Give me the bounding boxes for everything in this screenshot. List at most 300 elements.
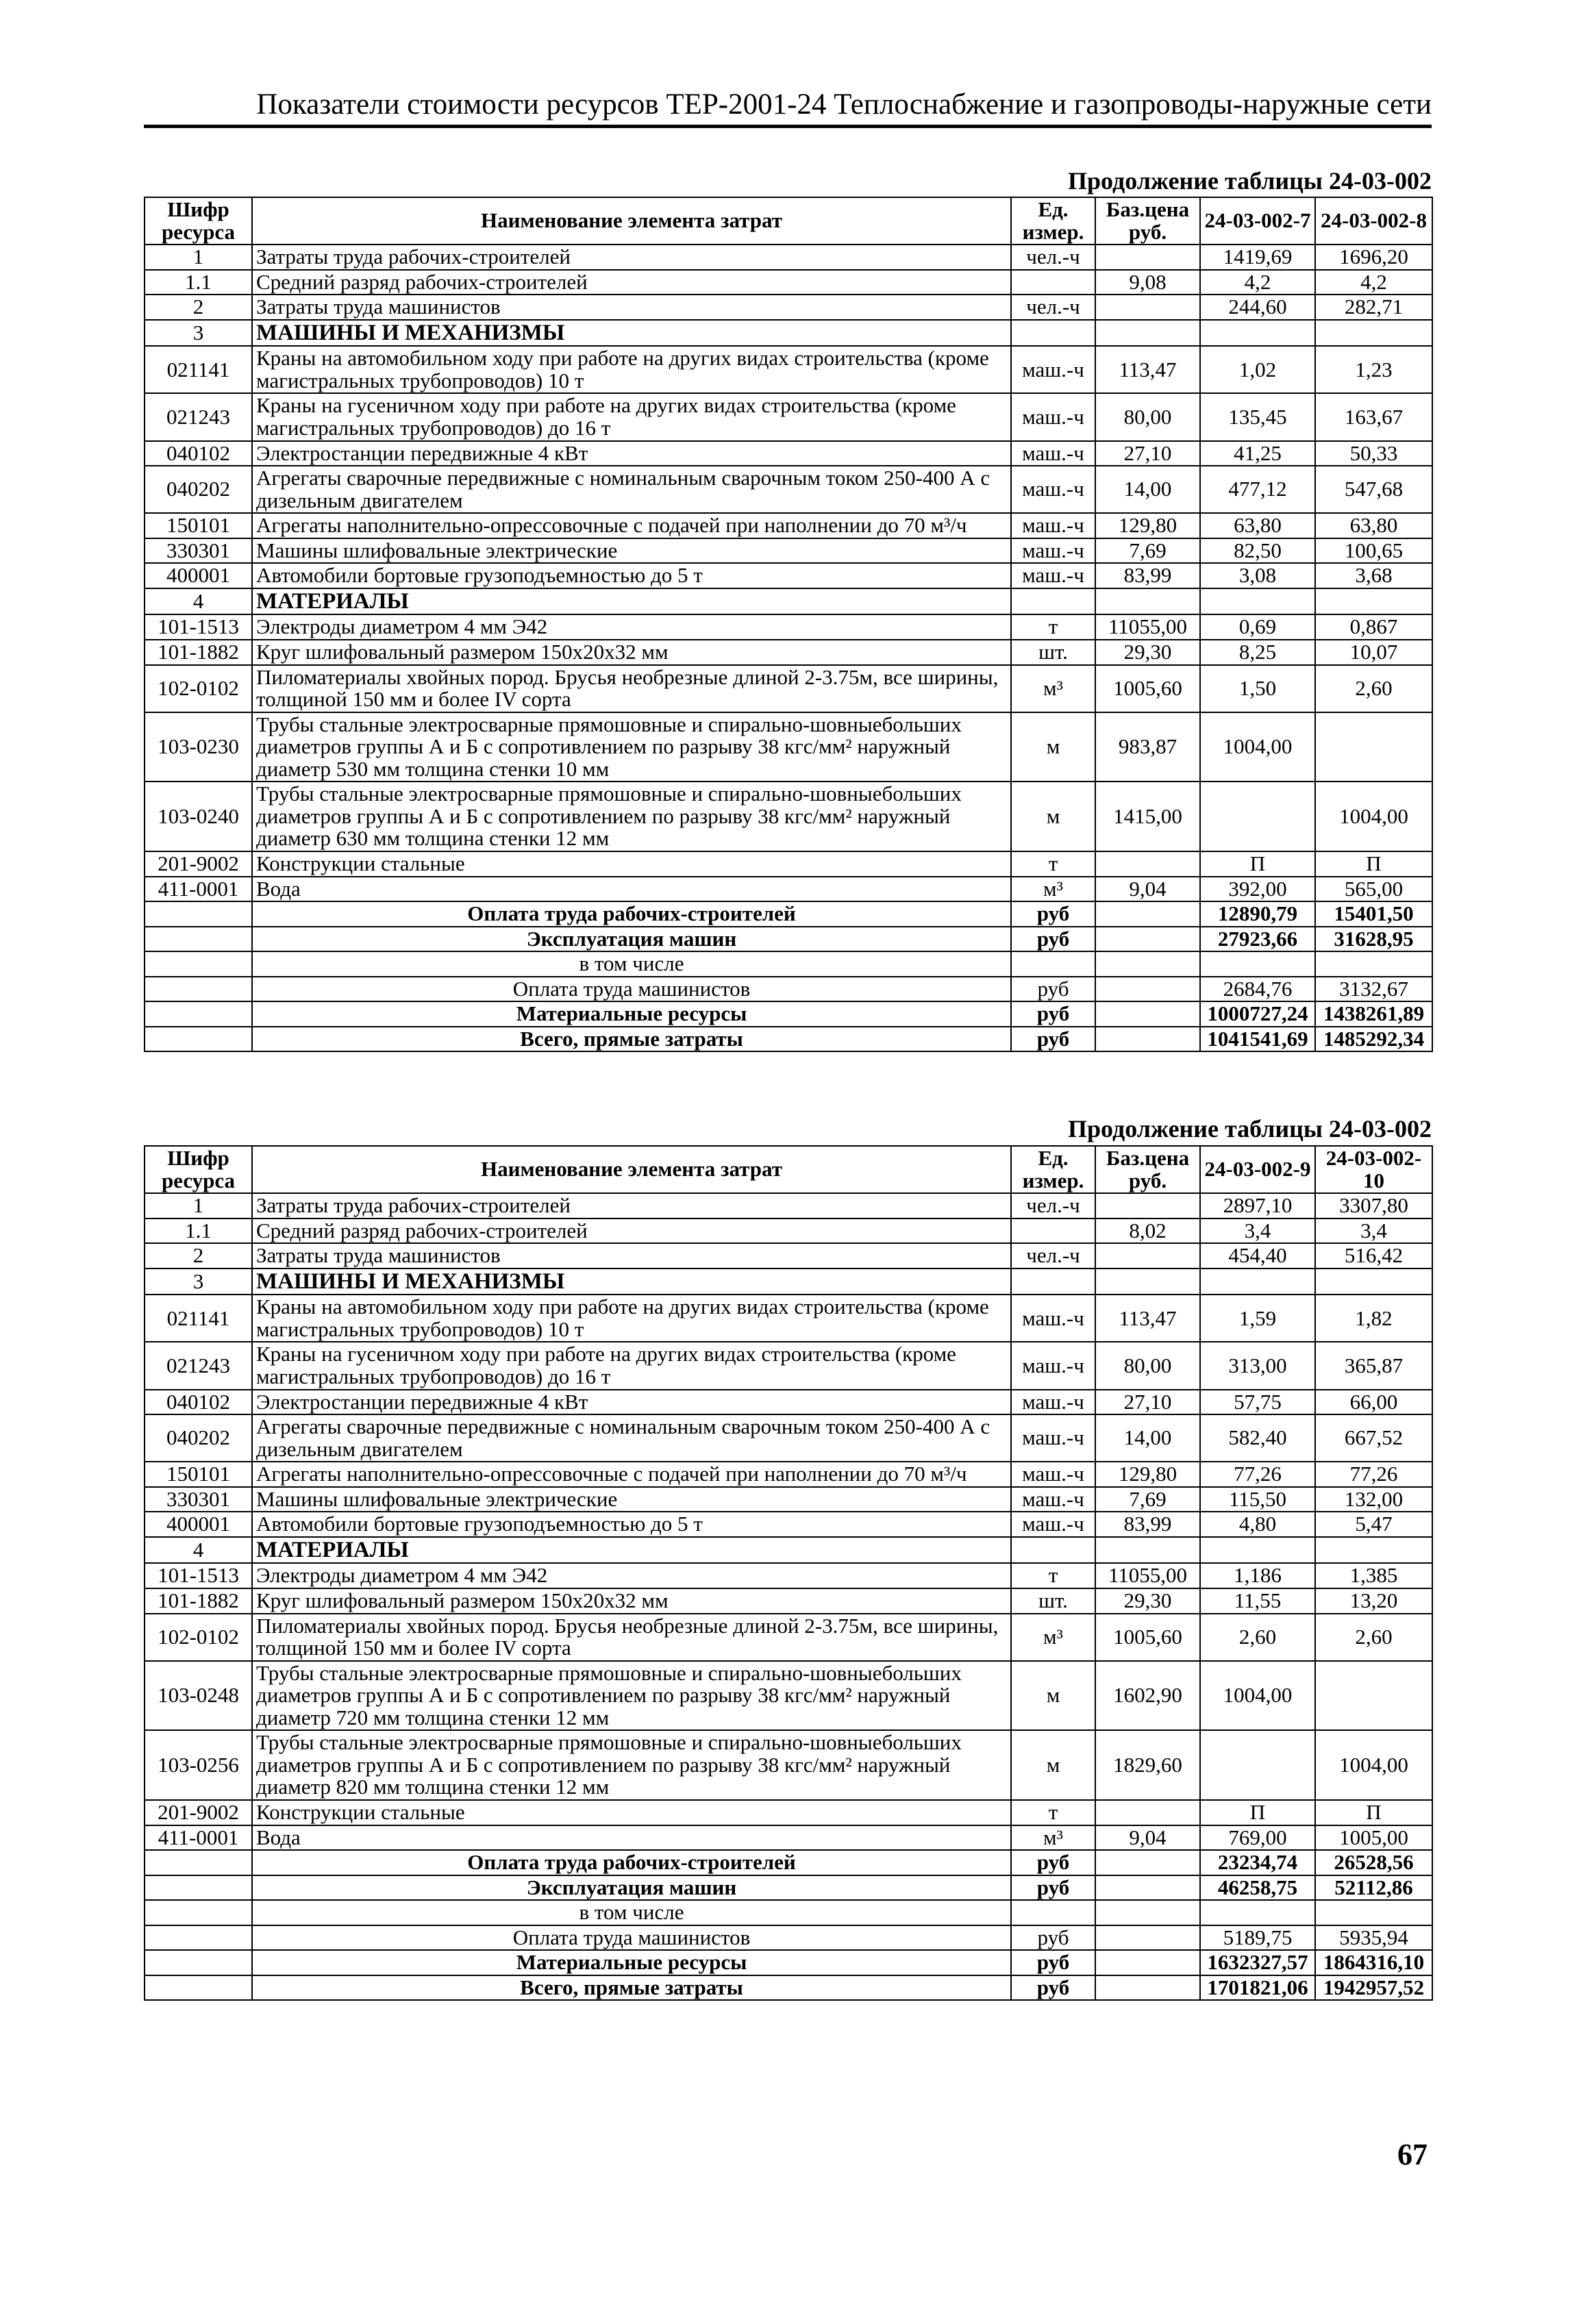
summary-code-empty [145, 977, 252, 1002]
cost-element-name: Круг шлифовальный размером 150х20х32 мм [252, 640, 1011, 665]
summary-value-2: 1485292,34 [1315, 1027, 1432, 1052]
unit-cell: маш.-ч [1011, 538, 1095, 564]
resource-row [145, 877, 1432, 902]
base-price-cell [1095, 588, 1200, 615]
summary-base-empty [1095, 1900, 1200, 1925]
base-price-cell: 29,30 [1095, 640, 1200, 665]
norm-value-2: 163,67 [1315, 393, 1432, 440]
cost-element-name: Средний разряд рабочих-строителей [252, 1219, 1011, 1244]
cost-element-name: Машины шлифовальные электрические [252, 1487, 1011, 1512]
cost-element-name: Вода [252, 1825, 1011, 1851]
cost-element-name: Электроды диаметром 4 мм Э42 [252, 1563, 1011, 1588]
norm-value-1: 82,50 [1200, 538, 1315, 564]
unit-cell: маш.-ч [1011, 1295, 1095, 1342]
base-price-cell: 1005,60 [1095, 665, 1200, 712]
resource-code: 021243 [145, 393, 252, 440]
resource-code: 103-0230 [145, 712, 252, 782]
unit-cell [1011, 1269, 1095, 1295]
resource-code: 2 [145, 295, 252, 320]
table-header-row [145, 197, 1432, 245]
resource-row [145, 1487, 1432, 1512]
unit-cell: чел.-ч [1011, 1193, 1095, 1219]
summary-code-empty [145, 1975, 252, 2001]
norm-value-1: П [1200, 1800, 1315, 1825]
page-number: 67 [1397, 2138, 1428, 2171]
unit-cell: т [1011, 1563, 1095, 1588]
summary-base-empty [1095, 927, 1200, 952]
summary-label: Оплата труда машинистов [252, 1925, 1011, 1951]
unit-cell: маш.-ч [1011, 1414, 1095, 1462]
norm-value-2: 0,867 [1315, 614, 1432, 640]
summary-label: Эксплуатация машин [252, 927, 1011, 952]
norm-value-2: 565,00 [1315, 877, 1432, 902]
base-price-cell [1095, 1243, 1200, 1269]
norm-value-1 [1200, 1730, 1315, 1800]
resource-code: 3 [145, 1269, 252, 1295]
resource-code: 101-1882 [145, 640, 252, 665]
unit-cell: маш.-ч [1011, 563, 1095, 588]
resource-code: 411-0001 [145, 877, 252, 902]
unit-cell: м [1011, 712, 1095, 782]
base-price-cell: 113,47 [1095, 1295, 1200, 1342]
resource-code: 102-0102 [145, 1614, 252, 1661]
norm-value-2 [1315, 712, 1432, 782]
resource-code: 040202 [145, 1414, 252, 1462]
summary-value-1: 1632327,57 [1200, 1950, 1315, 1975]
resource-code: 201-9002 [145, 1800, 252, 1825]
resource-row [145, 640, 1432, 665]
base-price-cell: 27,10 [1095, 441, 1200, 466]
base-price-cell: 983,87 [1095, 712, 1200, 782]
summary-row [145, 901, 1432, 927]
cost-element-name: Трубы стальные электросварные прямошовные и спирально-шовныебольших диаметров группы А и Б с сопротивлением по разрыву 38 кгс/мм² наружный диаметр 720 мм толщина стенки 12 мм [252, 1661, 1011, 1731]
header-rule [144, 125, 1432, 128]
summary-unit: руб [1011, 1975, 1095, 2001]
norm-value-1: 4,80 [1200, 1512, 1315, 1537]
norm-value-2 [1315, 1269, 1432, 1295]
norm-value-2: 3,4 [1315, 1219, 1432, 1244]
resource-code: 103-0240 [145, 782, 252, 851]
norm-value-2 [1315, 588, 1432, 615]
summary-unit: руб [1011, 977, 1095, 1002]
resource-code: 3 [145, 320, 252, 347]
section-title: МАШИНЫ И МЕХАНИЗМЫ [252, 1269, 1011, 1295]
summary-code-empty [145, 1027, 252, 1052]
base-price-cell: 129,80 [1095, 1462, 1200, 1487]
summary-base-empty [1095, 1875, 1200, 1901]
unit-cell: м³ [1011, 1825, 1095, 1851]
norm-value-1: П [1200, 851, 1315, 877]
header-norm-column-1: 24-03-002-7 [1200, 197, 1315, 245]
norm-value-2: 5,47 [1315, 1512, 1432, 1537]
header-norm-column-2: 24-03-002-8 [1315, 197, 1432, 245]
resource-row [145, 538, 1432, 564]
resource-code: 4 [145, 1537, 252, 1564]
resource-row [145, 1295, 1432, 1342]
norm-value-2 [1315, 1537, 1432, 1564]
summary-code-empty [145, 951, 252, 977]
unit-cell: т [1011, 851, 1095, 877]
norm-value-1: 2,60 [1200, 1614, 1315, 1661]
section-title: МАТЕРИАЛЫ [252, 1537, 1011, 1564]
resource-code: 040102 [145, 1390, 252, 1415]
resource-row [145, 513, 1432, 538]
summary-base-empty [1095, 1027, 1200, 1052]
norm-value-1: 769,00 [1200, 1825, 1315, 1851]
norm-value-1: 8,25 [1200, 640, 1315, 665]
norm-value-2: 1,23 [1315, 346, 1432, 393]
resource-code: 1.1 [145, 1219, 252, 1244]
section-title: МАТЕРИАЛЫ [252, 588, 1011, 615]
resource-code: 400001 [145, 563, 252, 588]
summary-value-2: 31628,95 [1315, 927, 1432, 952]
norm-value-2: П [1315, 1800, 1432, 1825]
summary-value-2: 26528,56 [1315, 1850, 1432, 1875]
norm-value-1: 477,12 [1200, 466, 1315, 513]
header-base-price: Баз.цена руб. [1095, 1146, 1200, 1193]
unit-cell: шт. [1011, 640, 1095, 665]
norm-value-1: 1,50 [1200, 665, 1315, 712]
summary-base-empty [1095, 951, 1200, 977]
resource-code: 101-1513 [145, 614, 252, 640]
page-header-title: Показатели стоимости ресурсов ТЕР-2001-24 Теплоснабжение и газопроводы-наружные сети [256, 88, 1432, 121]
unit-cell: т [1011, 1800, 1095, 1825]
resource-row [145, 1563, 1432, 1588]
cost-element-name: Пиломатериалы хвойных пород. Брусья необрезные длиной 2-3.75м, все ширины, толщиной 150 мм и более IV сорта [252, 1614, 1011, 1661]
base-price-cell: 1415,00 [1095, 782, 1200, 851]
base-price-cell: 7,69 [1095, 1487, 1200, 1512]
norm-value-1: 63,80 [1200, 513, 1315, 538]
norm-value-1: 392,00 [1200, 877, 1315, 902]
summary-row [145, 951, 1432, 977]
norm-value-1: 77,26 [1200, 1462, 1315, 1487]
header-unit: Ед. измер. [1011, 1146, 1095, 1193]
resource-row [145, 1512, 1432, 1537]
unit-cell [1011, 1537, 1095, 1564]
summary-row [145, 1850, 1432, 1875]
resource-row [145, 563, 1432, 588]
norm-value-1: 1004,00 [1200, 712, 1315, 782]
unit-cell [1011, 270, 1095, 295]
norm-value-2: 2,60 [1315, 665, 1432, 712]
resource-code: 021141 [145, 346, 252, 393]
resource-code: 101-1882 [145, 1588, 252, 1614]
cost-element-name: Агрегаты наполнительно-опрессовочные с подачей при наполнении до 70 м³/ч [252, 1462, 1011, 1487]
summary-code-empty [145, 1950, 252, 1975]
resource-code: 102-0102 [145, 665, 252, 712]
unit-cell: маш.-ч [1011, 346, 1095, 393]
base-price-cell [1095, 1800, 1200, 1825]
unit-cell: маш.-ч [1011, 1487, 1095, 1512]
unit-cell: маш.-ч [1011, 1462, 1095, 1487]
norm-value-1: 4,2 [1200, 270, 1315, 295]
resource-row [145, 712, 1432, 782]
cost-element-name: Краны на автомобильном ходу при работе на других видах строительства (кроме магистральных трубопроводов) 10 т [252, 1295, 1011, 1342]
cost-element-name: Трубы стальные электросварные прямошовные и спирально-шовныебольших диаметров группы А и Б с сопротивлением по разрыву 38 кгс/мм² наружный диаметр 630 мм толщина стенки 12 мм [252, 782, 1011, 851]
resource-row [145, 614, 1432, 640]
summary-unit: руб [1011, 1875, 1095, 1901]
base-price-cell: 8,02 [1095, 1219, 1200, 1244]
summary-value-1: 12890,79 [1200, 901, 1315, 927]
cost-element-name: Агрегаты сварочные передвижные с номинальным сварочным током 250-400 А с дизельным двигателем [252, 466, 1011, 513]
resource-code: 040202 [145, 466, 252, 513]
section-row [145, 320, 1432, 347]
summary-base-empty [1095, 901, 1200, 927]
resource-row [145, 1462, 1432, 1487]
norm-value-2: 66,00 [1315, 1390, 1432, 1415]
resource-code: 021141 [145, 1295, 252, 1342]
resource-code: 101-1513 [145, 1563, 252, 1588]
norm-value-2: 13,20 [1315, 1588, 1432, 1614]
unit-cell: т [1011, 614, 1095, 640]
norm-value-1: 1,59 [1200, 1295, 1315, 1342]
unit-cell: м [1011, 1661, 1095, 1731]
section-row [145, 1537, 1432, 1564]
unit-cell: маш.-ч [1011, 1342, 1095, 1389]
cost-element-name: Автомобили бортовые грузоподъемностью до 5 т [252, 1512, 1011, 1537]
cost-element-name: Затраты труда машинистов [252, 295, 1011, 320]
base-price-cell [1095, 1193, 1200, 1219]
norm-value-1: 313,00 [1200, 1342, 1315, 1389]
norm-value-2: 3307,80 [1315, 1193, 1432, 1219]
unit-cell: маш.-ч [1011, 393, 1095, 440]
norm-value-1: 1,186 [1200, 1563, 1315, 1588]
summary-code-empty [145, 1875, 252, 1901]
resource-code: 330301 [145, 538, 252, 564]
base-price-cell [1095, 1269, 1200, 1295]
unit-cell: чел.-ч [1011, 295, 1095, 320]
norm-value-2: 77,26 [1315, 1462, 1432, 1487]
resource-row [145, 1588, 1432, 1614]
unit-cell [1011, 320, 1095, 347]
summary-value-1: 46258,75 [1200, 1875, 1315, 1901]
summary-base-empty [1095, 1850, 1200, 1875]
resource-row [145, 1661, 1432, 1731]
summary-unit: руб [1011, 1925, 1095, 1951]
summary-value-1: 1041541,69 [1200, 1027, 1315, 1052]
unit-cell: м [1011, 1730, 1095, 1800]
table-caption: Продолжение таблицы 24-03-002 [1068, 167, 1432, 195]
cost-element-name: Машины шлифовальные электрические [252, 538, 1011, 564]
resource-row [145, 1193, 1432, 1219]
norm-value-1: 1419,69 [1200, 245, 1315, 270]
header-unit: Ед. измер. [1011, 197, 1095, 245]
cost-element-name: Трубы стальные электросварные прямошовные и спирально-шовныебольших диаметров группы А и Б с сопротивлением по разрыву 38 кгс/мм² наружный диаметр 820 мм толщина стенки 12 мм [252, 1730, 1011, 1800]
norm-value-2: 50,33 [1315, 441, 1432, 466]
resource-row [145, 1800, 1432, 1825]
resource-row [145, 1219, 1432, 1244]
table-body [145, 1193, 1432, 2000]
norm-value-1 [1200, 782, 1315, 851]
summary-value-2: 52112,86 [1315, 1875, 1432, 1901]
cost-element-name: Конструкции стальные [252, 1800, 1011, 1825]
norm-value-1: 1004,00 [1200, 1661, 1315, 1731]
section-row [145, 588, 1432, 615]
base-price-cell: 83,99 [1095, 563, 1200, 588]
norm-value-2 [1315, 1661, 1432, 1731]
resource-code: 330301 [145, 1487, 252, 1512]
norm-value-1: 115,50 [1200, 1487, 1315, 1512]
norm-value-2: 1004,00 [1315, 1730, 1432, 1800]
norm-value-1: 3,08 [1200, 563, 1315, 588]
cost-element-name: Агрегаты сварочные передвижные с номинальным сварочным током 250-400 А с дизельным двигателем [252, 1414, 1011, 1462]
norm-value-2: 1004,00 [1315, 782, 1432, 851]
summary-row [145, 977, 1432, 1002]
resource-code: 040102 [145, 441, 252, 466]
cost-element-name: Затраты труда рабочих-строителей [252, 1193, 1011, 1219]
cost-element-name: Автомобили бортовые грузоподъемностью до 5 т [252, 563, 1011, 588]
cost-element-name: Электростанции передвижные 4 кВт [252, 1390, 1011, 1415]
resource-row [145, 1414, 1432, 1462]
summary-value-2: 15401,50 [1315, 901, 1432, 927]
base-price-cell: 80,00 [1095, 1342, 1200, 1389]
summary-unit: руб [1011, 1027, 1095, 1052]
base-price-cell: 29,30 [1095, 1588, 1200, 1614]
unit-cell: маш.-ч [1011, 466, 1095, 513]
summary-unit: руб [1011, 927, 1095, 952]
resource-row [145, 270, 1432, 295]
summary-base-empty [1095, 1001, 1200, 1027]
summary-value-2: 3132,67 [1315, 977, 1432, 1002]
summary-code-empty [145, 1925, 252, 1951]
summary-value-2: 1942957,52 [1315, 1975, 1432, 2001]
norm-value-2: 516,42 [1315, 1243, 1432, 1269]
resource-row [145, 245, 1432, 270]
resource-code: 150101 [145, 513, 252, 538]
base-price-cell [1095, 851, 1200, 877]
base-price-cell: 80,00 [1095, 393, 1200, 440]
resource-row [145, 1390, 1432, 1415]
base-price-cell: 83,99 [1095, 1512, 1200, 1537]
base-price-cell [1095, 1537, 1200, 1564]
summary-unit [1011, 1900, 1095, 1925]
summary-label: Материальные ресурсы [252, 1950, 1011, 1975]
summary-value-1: 1000727,24 [1200, 1001, 1315, 1027]
unit-cell [1011, 1219, 1095, 1244]
resource-code: 400001 [145, 1512, 252, 1537]
resource-code: 021243 [145, 1342, 252, 1389]
summary-base-empty [1095, 1925, 1200, 1951]
summary-row [145, 1925, 1432, 1951]
cost-element-name: Средний разряд рабочих-строителей [252, 270, 1011, 295]
summary-label: Оплата труда рабочих-строителей [252, 1850, 1011, 1875]
summary-value-2: 5935,94 [1315, 1925, 1432, 1951]
base-price-cell: 9,08 [1095, 270, 1200, 295]
resource-row [145, 441, 1432, 466]
unit-cell [1011, 588, 1095, 615]
table-header-row [145, 1146, 1432, 1193]
norm-value-1: 11,55 [1200, 1588, 1315, 1614]
resource-row [145, 665, 1432, 712]
norm-value-1: 1,02 [1200, 346, 1315, 393]
unit-cell: чел.-ч [1011, 1243, 1095, 1269]
norm-value-2: 365,87 [1315, 1342, 1432, 1389]
resource-code: 1 [145, 1193, 252, 1219]
norm-value-1: 2897,10 [1200, 1193, 1315, 1219]
base-price-cell: 129,80 [1095, 513, 1200, 538]
summary-unit: руб [1011, 1001, 1095, 1027]
unit-cell: м³ [1011, 1614, 1095, 1661]
summary-row [145, 1027, 1432, 1052]
base-price-cell: 9,04 [1095, 877, 1200, 902]
summary-value-1 [1200, 1900, 1315, 1925]
summary-row [145, 1975, 1432, 2001]
norm-value-2: 4,2 [1315, 270, 1432, 295]
norm-value-1 [1200, 1269, 1315, 1295]
summary-label: в том числе [252, 951, 1011, 977]
resource-code: 201-9002 [145, 851, 252, 877]
norm-value-2: 1,385 [1315, 1563, 1432, 1588]
resource-code: 2 [145, 1243, 252, 1269]
norm-value-2: 1696,20 [1315, 245, 1432, 270]
summary-code-empty [145, 927, 252, 952]
resource-row [145, 393, 1432, 440]
resource-code: 1 [145, 245, 252, 270]
summary-label: Материальные ресурсы [252, 1001, 1011, 1027]
norm-value-2: 10,07 [1315, 640, 1432, 665]
summary-code-empty [145, 901, 252, 927]
norm-value-2: 63,80 [1315, 513, 1432, 538]
summary-value-2 [1315, 1900, 1432, 1925]
summary-label: Всего, прямые затраты [252, 1975, 1011, 2001]
norm-value-2: 132,00 [1315, 1487, 1432, 1512]
norm-value-2: 1,82 [1315, 1295, 1432, 1342]
summary-unit: руб [1011, 901, 1095, 927]
cost-element-name: Затраты труда рабочих-строителей [252, 245, 1011, 270]
summary-label: в том числе [252, 1900, 1011, 1925]
summary-code-empty [145, 1850, 252, 1875]
norm-value-1: 41,25 [1200, 441, 1315, 466]
resource-row [145, 295, 1432, 320]
cost-element-name: Вода [252, 877, 1011, 902]
resource-row [145, 1825, 1432, 1851]
unit-cell: м³ [1011, 877, 1095, 902]
unit-cell: маш.-ч [1011, 1512, 1095, 1537]
summary-label: Оплата труда машинистов [252, 977, 1011, 1002]
summary-row [145, 1001, 1432, 1027]
unit-cell: маш.-ч [1011, 1390, 1095, 1415]
norm-value-2: 547,68 [1315, 466, 1432, 513]
base-price-cell: 11055,00 [1095, 614, 1200, 640]
norm-value-1: 0,69 [1200, 614, 1315, 640]
resource-code: 411-0001 [145, 1825, 252, 1851]
unit-cell: м³ [1011, 665, 1095, 712]
summary-value-2: 1438261,89 [1315, 1001, 1432, 1027]
norm-value-2: 2,60 [1315, 1614, 1432, 1661]
base-price-cell: 27,10 [1095, 1390, 1200, 1415]
summary-code-empty [145, 1001, 252, 1027]
resource-code: 4 [145, 588, 252, 615]
header-cost-element-name: Наименование элемента затрат [252, 197, 1011, 245]
base-price-cell: 1005,60 [1095, 1614, 1200, 1661]
summary-value-2: 1864316,10 [1315, 1950, 1432, 1975]
base-price-cell: 9,04 [1095, 1825, 1200, 1851]
summary-base-empty [1095, 1975, 1200, 2001]
summary-base-empty [1095, 1950, 1200, 1975]
cost-element-name: Пиломатериалы хвойных пород. Брусья необрезные длиной 2-3.75м, все ширины, толщиной 150 мм и более IV сорта [252, 665, 1011, 712]
cost-element-name: Краны на гусеничном ходу при работе на других видах строительства (кроме магистральных трубопроводов) до 16 т [252, 1342, 1011, 1389]
norm-value-1 [1200, 1537, 1315, 1564]
resource-row [145, 782, 1432, 851]
resource-cost-table [144, 197, 1433, 1052]
unit-cell: маш.-ч [1011, 513, 1095, 538]
table-body [145, 245, 1432, 1051]
unit-cell: маш.-ч [1011, 441, 1095, 466]
summary-value-1: 2684,76 [1200, 977, 1315, 1002]
resource-row [145, 1614, 1432, 1661]
summary-row [145, 1900, 1432, 1925]
header-resource-code: Шифр ресурса [145, 1146, 252, 1193]
